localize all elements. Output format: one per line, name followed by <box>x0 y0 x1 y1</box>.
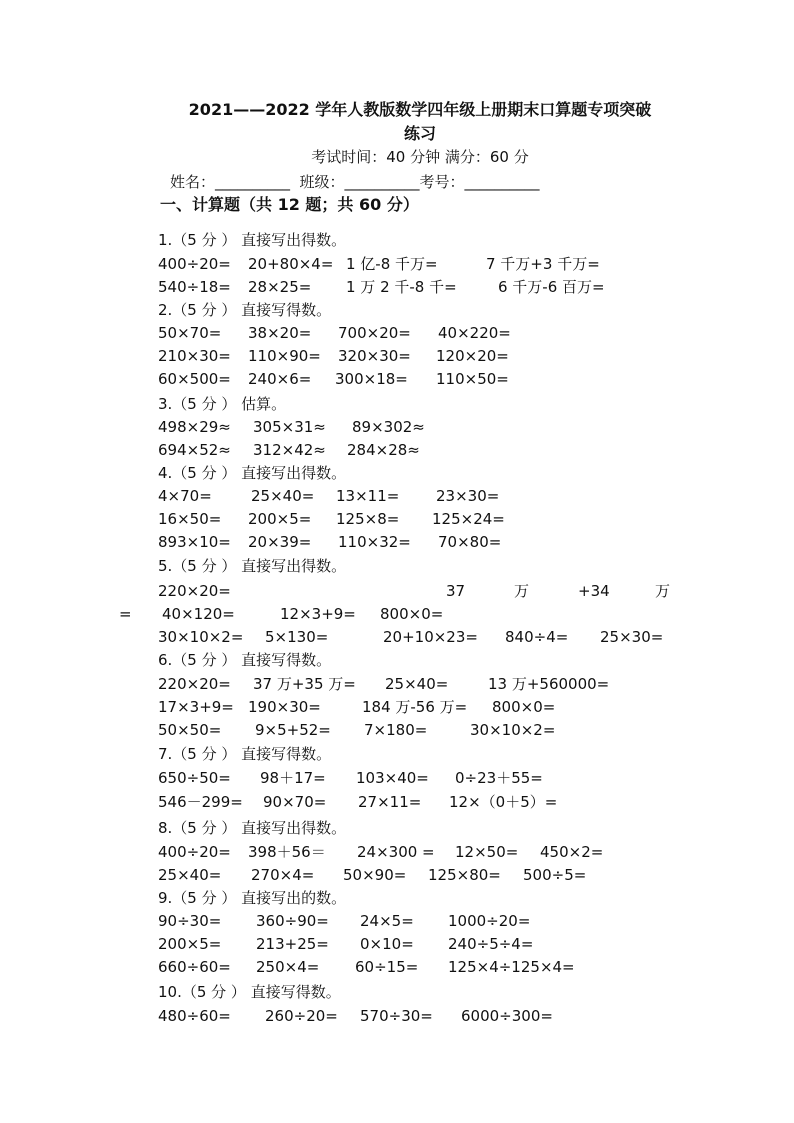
calc-item: 500÷5= <box>523 866 587 884</box>
question-5-row <box>0 580 794 602</box>
calc-item: 万 <box>655 582 671 600</box>
question-9-heading: 9.（5 分 ） 直接写出的数。 <box>158 889 347 907</box>
question-2-row <box>0 322 794 344</box>
calc-item: 13×11= <box>336 487 400 505</box>
calc-item: 17×3+9= <box>158 698 234 716</box>
calc-item: 0×10= <box>360 935 414 953</box>
question-3-row <box>0 416 794 438</box>
calc-item: 37 万+35 万= <box>253 675 356 693</box>
calc-item: 700×20= <box>338 324 411 342</box>
calc-item: 120×20= <box>436 347 509 365</box>
title-line-1: 2021——2022 学年人教版数学四年级上册期末口算题专项突破 <box>188 100 652 119</box>
calc-item: 840÷4= <box>505 628 569 646</box>
question-9-row <box>0 956 794 978</box>
calc-item: 20×39= <box>248 533 312 551</box>
question-8-heading: 8.（5 分 ） 直接写出得数。 <box>158 819 347 837</box>
question-2-row <box>0 345 794 367</box>
calc-item: 90÷30= <box>158 912 222 930</box>
calc-item: 110×50= <box>436 370 509 388</box>
calc-item: 125×24= <box>432 510 505 528</box>
calc-item: 7 千万+3 千万= <box>486 255 600 273</box>
calc-item: 30×10×2= <box>158 628 244 646</box>
calc-item: 190×30= <box>248 698 321 716</box>
exam-info: 考试时间：40 分钟 满分：60 分 <box>311 148 529 166</box>
question-6-row <box>0 719 794 741</box>
calc-item: 12×50= <box>455 843 519 861</box>
calc-item: 50×50= <box>158 721 222 739</box>
calc-item: 89×302≈ <box>352 418 425 436</box>
worksheet-title <box>150 98 690 146</box>
question-2-row <box>0 368 794 390</box>
calc-item: 1 亿-8 千万= <box>346 255 438 273</box>
question-4-row <box>0 508 794 530</box>
calc-item: 110×32= <box>338 533 411 551</box>
calc-item: 25×40= <box>158 866 222 884</box>
calc-item: 125×8= <box>336 510 400 528</box>
calc-item: 660÷60= <box>158 958 231 976</box>
calc-item: 893×10= <box>158 533 231 551</box>
calc-item: 570÷30= <box>360 1007 433 1025</box>
calc-item: 25×30= <box>600 628 664 646</box>
question-7-row <box>0 767 794 789</box>
calc-item: 312×42≈ <box>253 441 326 459</box>
calc-item: 400÷20= <box>158 255 231 273</box>
calc-item: 37 <box>446 582 466 600</box>
calc-item: 4×70= <box>158 487 212 505</box>
calc-item: 480÷60= <box>158 1007 231 1025</box>
calc-item: 240÷5÷4= <box>448 935 534 953</box>
calc-item: 210×30= <box>158 347 231 365</box>
calc-item: 6000÷300= <box>461 1007 553 1025</box>
calc-item: 38×20= <box>248 324 312 342</box>
calc-item: 16×50= <box>158 510 222 528</box>
question-6-row <box>0 696 794 718</box>
calc-item: 6 千万-6 百万= <box>498 278 605 296</box>
calc-item: 200×5= <box>158 935 222 953</box>
calc-item: 398＋56＝ <box>248 843 326 861</box>
calc-item: 28×25= <box>248 278 312 296</box>
calc-item: 125×80= <box>428 866 501 884</box>
calc-item: 20+80×4= <box>248 255 334 273</box>
calc-item: 7×180= <box>364 721 428 739</box>
calc-item: = <box>119 605 132 623</box>
question-1-row <box>0 253 794 275</box>
question-10-row <box>0 1005 794 1027</box>
calc-item: 98＋17= <box>260 769 326 787</box>
title-line-2: 练习 <box>403 124 436 143</box>
question-4-row <box>0 531 794 553</box>
question-8-row <box>0 864 794 886</box>
calc-item: 0÷23＋55= <box>455 769 543 787</box>
question-7-heading: 7.（5 分 ） 直接写得数。 <box>158 745 332 763</box>
calc-item: 70×80= <box>438 533 502 551</box>
calc-item: 110×90= <box>248 347 321 365</box>
calc-item: +34 <box>578 582 610 600</box>
calc-item: 23×30= <box>436 487 500 505</box>
question-8-row <box>0 841 794 863</box>
question-5-heading: 5.（5 分 ） 直接写出得数。 <box>158 557 347 575</box>
calc-item: 400÷20= <box>158 843 231 861</box>
calc-item: 1000÷20= <box>448 912 531 930</box>
calc-item: 60×500= <box>158 370 231 388</box>
calc-item: 90×70= <box>263 793 327 811</box>
question-3-heading: 3.（5 分 ） 估算。 <box>158 395 287 413</box>
student-fields: 姓名：__________ 班级：__________考号：__________ <box>170 173 540 191</box>
calc-item: 240×6= <box>248 370 312 388</box>
calc-item: 270×4= <box>251 866 315 884</box>
calc-item: 25×40= <box>385 675 449 693</box>
calc-item: 300×18= <box>335 370 408 388</box>
question-1-heading: 1.（5 分 ） 直接写出得数。 <box>158 231 347 249</box>
calc-item: 20+10×23= <box>383 628 478 646</box>
calc-item: 540÷18= <box>158 278 231 296</box>
calc-item: 9×5+52= <box>255 721 331 739</box>
calc-item: 13 万+560000= <box>488 675 610 693</box>
question-4-row <box>0 485 794 507</box>
calc-item: 1 万 2 千-8 千= <box>346 278 457 296</box>
calc-item: 12×3+9= <box>280 605 356 623</box>
calc-item: 25×40= <box>251 487 315 505</box>
calc-item: 103×40= <box>356 769 429 787</box>
question-9-row <box>0 933 794 955</box>
calc-item: 220×20= <box>158 582 231 600</box>
calc-item: 694×52≈ <box>158 441 231 459</box>
calc-item: 800×0= <box>380 605 444 623</box>
calc-item: 40×220= <box>438 324 511 342</box>
calc-item: 50×70= <box>158 324 222 342</box>
calc-item: 320×30= <box>338 347 411 365</box>
calc-item: 220×20= <box>158 675 231 693</box>
calc-item: 万 <box>514 582 530 600</box>
calc-item: 60÷15= <box>355 958 419 976</box>
question-3-row <box>0 439 794 461</box>
question-5-row <box>0 603 794 625</box>
question-4-heading: 4.（5 分 ） 直接写出得数。 <box>158 464 347 482</box>
calc-item: 360÷90= <box>256 912 329 930</box>
question-10-heading: 10.（5 分 ） 直接写得数。 <box>158 983 341 1001</box>
calc-item: 5×130= <box>265 628 329 646</box>
calc-item: 650÷50= <box>158 769 231 787</box>
calc-item: 50×90= <box>343 866 407 884</box>
calc-item: 284×28≈ <box>347 441 420 459</box>
calc-item: 305×31≈ <box>253 418 326 436</box>
calc-item: 800×0= <box>492 698 556 716</box>
calc-item: 260÷20= <box>265 1007 338 1025</box>
calc-item: 184 万-56 万= <box>362 698 468 716</box>
calc-item: 40×120= <box>162 605 235 623</box>
calc-item: 125×4÷125×4= <box>448 958 575 976</box>
calc-item: 27×11= <box>358 793 422 811</box>
calc-item: 450×2= <box>540 843 604 861</box>
calc-item: 24×300 = <box>357 843 435 861</box>
calc-item: 200×5= <box>248 510 312 528</box>
question-2-heading: 2.（5 分 ） 直接写得数。 <box>158 301 332 319</box>
question-6-heading: 6.（5 分 ） 直接写得数。 <box>158 651 332 669</box>
question-7-row <box>0 791 794 813</box>
calc-item: 12×（0＋5）= <box>449 793 558 811</box>
question-6-row <box>0 673 794 695</box>
question-9-row <box>0 910 794 932</box>
calc-item: 213+25= <box>256 935 329 953</box>
calc-item: 250×4= <box>256 958 320 976</box>
section-title: 一、计算题（共 12 题；共 60 分） <box>160 195 419 214</box>
question-5-row <box>0 626 794 648</box>
question-1-row <box>0 276 794 298</box>
calc-item: 498×29≈ <box>158 418 231 436</box>
calc-item: 24×5= <box>360 912 414 930</box>
calc-item: 546－299= <box>158 793 243 811</box>
calc-item: 30×10×2= <box>470 721 556 739</box>
